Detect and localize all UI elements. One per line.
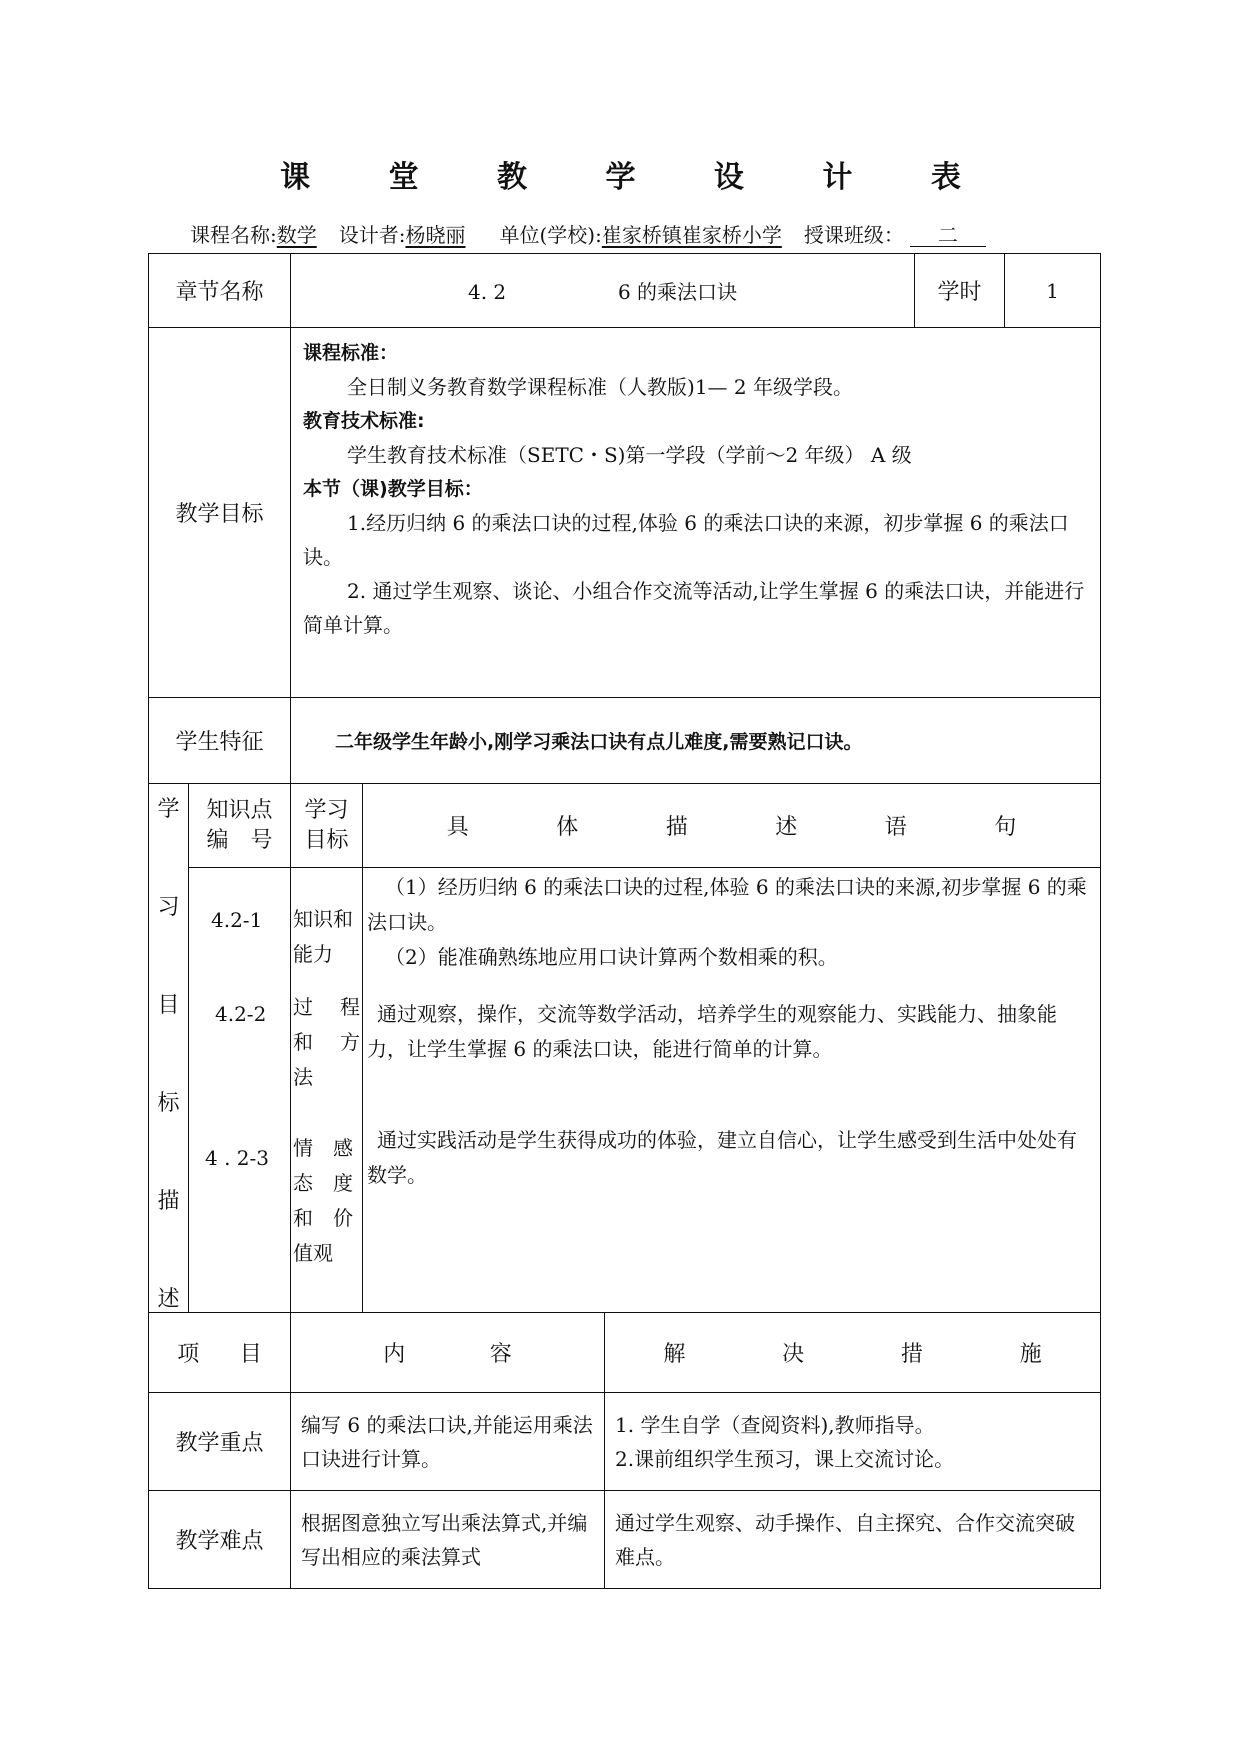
page-title: 课 堂 教 学 设 计 表 bbox=[280, 160, 995, 195]
solution-header-char: 解 bbox=[663, 1342, 686, 1367]
key-solution-1: 1. 学生自学（查阅资料),教师指导。 bbox=[615, 1412, 935, 1437]
chapter-title-cell bbox=[291, 254, 915, 328]
vertical-char: 习 bbox=[157, 895, 180, 920]
desc-header-char: 体 bbox=[556, 815, 579, 841]
unit-label: 单位(学校): bbox=[499, 223, 602, 247]
std-text: 全日制义务教育数学课程标准（人教版)1— 2 年级学段。 bbox=[347, 375, 853, 399]
hours-label: 学时 bbox=[915, 254, 1005, 328]
solution-column-header bbox=[605, 1313, 1101, 1393]
chapter-row bbox=[149, 254, 1101, 328]
item-header-char: 项 bbox=[177, 1342, 200, 1367]
solution-header-char: 施 bbox=[1019, 1342, 1042, 1367]
lesson-design-table bbox=[148, 253, 1101, 1589]
objective-type-1: 知识和能力 bbox=[293, 907, 354, 967]
designer-label: 设计者: bbox=[338, 223, 406, 247]
objectives-row bbox=[149, 328, 1101, 698]
hours-value: 1 bbox=[1005, 254, 1101, 328]
std-heading: 课程标准： bbox=[303, 342, 399, 364]
student-text: 二年级学生年龄小,刚学习乘法口诀有点儿难度,需要熟记口诀。 bbox=[291, 698, 1101, 784]
objectives-content bbox=[291, 328, 1101, 698]
objective-type-3: 情 感态 度和 价值观 bbox=[293, 1136, 354, 1266]
chapter-label: 章节名称 bbox=[149, 254, 291, 328]
vertical-char: 标 bbox=[157, 1091, 180, 1116]
learning-body-row bbox=[149, 868, 1101, 1313]
tech-heading: 教育技术标准: bbox=[303, 410, 425, 432]
chapter-name: 6 的乘法口诀 bbox=[617, 280, 738, 304]
knowledge-codes bbox=[189, 868, 291, 1313]
tech-text: 学生教育技术标准（SETC・S)第一学段（学前～2 年级） A 级 bbox=[347, 443, 912, 467]
desc-2: 通过观察，操作，交流等数学活动，培养学生的观察能力、实践能力、抽象能力，让学生掌握 6 的乘法口诀，能进行简单的计算。 bbox=[367, 1002, 1058, 1062]
content-header-char: 内 bbox=[383, 1342, 406, 1367]
course-label: 课程名称: bbox=[190, 223, 277, 247]
vertical-char: 述 bbox=[157, 1287, 180, 1312]
objective-types bbox=[291, 868, 363, 1313]
unit-value: 崔家桥镇崔家桥小学 bbox=[601, 223, 782, 247]
desc-column-header bbox=[363, 784, 1101, 868]
desc-3: 通过实践活动是学生获得成功的体验，建立自信心，让学生感受到生活中处处有数学。 bbox=[367, 1128, 1078, 1188]
objective-item-1: 1.经历归纳 6 的乘法口诀的过程,体验 6 的乘法口诀的来源，初步掌握 6 的乘法口诀。 bbox=[303, 511, 1069, 569]
difficult-point-content: 根据图意独立写出乘法算式,并编写出相应的乘法算式 bbox=[291, 1491, 605, 1589]
content-column-header bbox=[291, 1313, 605, 1393]
class-value: 二 bbox=[910, 224, 986, 247]
code-1: 4.2-1 bbox=[211, 908, 263, 933]
key-point-row bbox=[149, 1393, 1101, 1491]
objective-item-2: 2. 通过学生观察、谈论、小组合作交流等活动,让学生掌握 6 的乘法口诀，并能进行简单计算。 bbox=[303, 579, 1085, 637]
code-3: 4 . 2-3 bbox=[205, 1146, 270, 1171]
vertical-char: 学 bbox=[157, 797, 180, 822]
learning-vertical-label bbox=[149, 784, 189, 1313]
vertical-char: 描 bbox=[157, 1189, 180, 1214]
key-point-label: 教学重点 bbox=[149, 1393, 291, 1491]
solution-header-char: 决 bbox=[782, 1342, 805, 1367]
learning-header-row bbox=[149, 784, 1101, 868]
desc-header-char: 描 bbox=[665, 815, 688, 841]
course-value: 数学 bbox=[276, 223, 317, 247]
objectives-label: 教学目标 bbox=[149, 328, 291, 698]
chapter-number: 4. 2 bbox=[467, 280, 507, 304]
difficult-point-row bbox=[149, 1491, 1101, 1589]
desc-header-char: 具 bbox=[446, 815, 469, 841]
key-point-solution bbox=[605, 1393, 1101, 1491]
vertical-char: 目 bbox=[157, 993, 180, 1018]
item-header-char: 目 bbox=[239, 1342, 262, 1367]
lesson-heading: 本节（课)教学目标： bbox=[303, 478, 483, 500]
student-label: 学生特征 bbox=[149, 698, 291, 784]
objective-column-header: 学习目标 bbox=[291, 784, 363, 868]
desc-header-char: 述 bbox=[775, 815, 798, 841]
code-2: 4.2-2 bbox=[215, 1002, 267, 1027]
items-header-row bbox=[149, 1313, 1101, 1393]
desc-1b: （2）能准确熟练地应用口诀计算两个数相乘的积。 bbox=[385, 945, 838, 970]
objective-type-2: 过 程和 方法 bbox=[293, 995, 361, 1090]
item-column-header bbox=[149, 1313, 291, 1393]
content-header-char: 容 bbox=[489, 1342, 512, 1367]
class-label: 授课班级： bbox=[803, 223, 904, 247]
desc-1a: （1）经历归纳 6 的乘法口诀的过程,体验 6 的乘法口诀的来源,初步掌握 6 的乘法口诀。 bbox=[367, 875, 1087, 935]
difficult-point-label: 教学难点 bbox=[149, 1491, 291, 1589]
solution-header-char: 措 bbox=[900, 1342, 923, 1367]
course-info-line bbox=[190, 219, 986, 248]
designer-value: 杨晓丽 bbox=[405, 223, 466, 247]
desc-header-char: 语 bbox=[884, 815, 907, 841]
difficult-point-solution: 通过学生观察、动手操作、自主探究、合作交流突破难点。 bbox=[605, 1491, 1101, 1589]
key-point-content: 编写 6 的乘法口诀,并能运用乘法口诀进行计算。 bbox=[291, 1393, 605, 1491]
code-column-header: 知识点编 号 bbox=[189, 784, 291, 868]
desc-header-char: 句 bbox=[994, 815, 1017, 841]
student-row bbox=[149, 698, 1101, 784]
objective-descriptions bbox=[363, 868, 1101, 1313]
key-solution-2: 2.课前组织学生预习，课上交流讨论。 bbox=[615, 1446, 955, 1471]
